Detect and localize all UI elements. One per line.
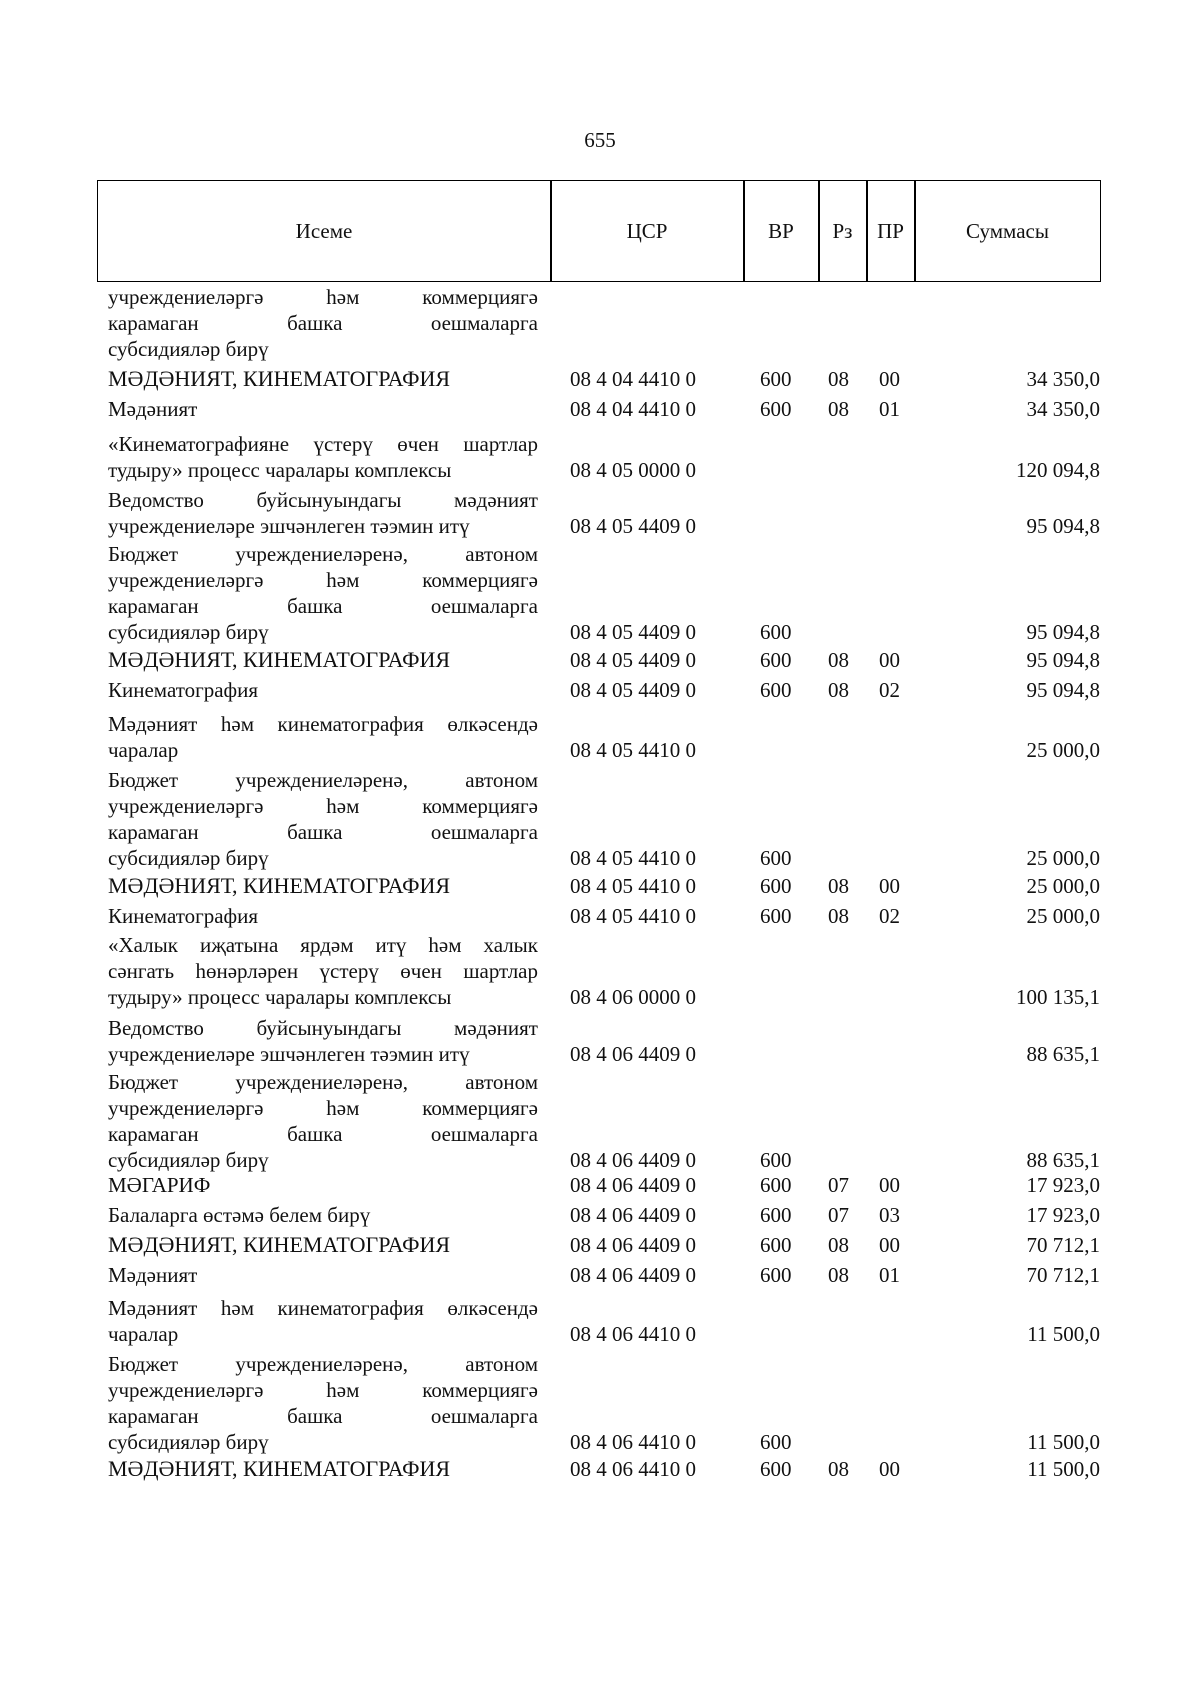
row-vr: 600 [760, 1457, 792, 1481]
row-sum: 100 135,1 [1016, 985, 1100, 1009]
row-sum: 95 094,8 [1026, 648, 1100, 672]
row-csr: 08 4 06 4409 0 [570, 1148, 696, 1172]
row-name-line: Кинематография [108, 904, 259, 928]
row-csr: 08 4 06 4409 0 [570, 1263, 696, 1287]
row-rz: 08 [828, 874, 849, 898]
row-csr: 08 4 05 4410 0 [570, 846, 696, 870]
row-name [108, 431, 538, 483]
row-vr: 600 [760, 648, 792, 672]
row-name [108, 1202, 538, 1228]
row-name-line: учреждениеләргә һәм коммерциягә [108, 568, 538, 592]
row-name-line: Мәдәният һәм кинематография өлкәсендә [108, 712, 538, 736]
table-row [0, 396, 1200, 422]
header-sum: Суммасы [966, 218, 1049, 243]
row-name [108, 711, 538, 763]
row-csr: 08 4 06 0000 0 [570, 985, 696, 1009]
row-name-line: Кинематография [108, 678, 259, 702]
row-vr: 600 [760, 1430, 792, 1454]
row-name-line: учреждениеләргә һәм коммерциягә [108, 1096, 538, 1120]
page-number: 655 [584, 128, 616, 152]
row-name-line: карамаган башка оешмаларга [108, 311, 538, 335]
table-row [0, 873, 1200, 899]
table-row [0, 1262, 1200, 1288]
row-name [108, 873, 538, 899]
row-sum: 95 094,8 [1026, 620, 1100, 644]
row-name-line: чаралар [108, 738, 179, 762]
row-name [108, 932, 538, 1010]
row-name-line: субсидияләр бирү [108, 1430, 269, 1454]
row-sum: 95 094,8 [1026, 678, 1100, 702]
row-csr: 08 4 06 4409 0 [570, 1203, 696, 1227]
table-row [0, 1295, 1200, 1347]
row-pr: 00 [879, 367, 900, 391]
row-vr: 600 [760, 1203, 792, 1227]
row-name-line: МӘДӘНИЯТ, КИНЕМАТОГРАФИЯ [108, 647, 451, 672]
row-rz: 07 [828, 1203, 849, 1227]
row-name-line: карамаган башка оешмаларга [108, 594, 538, 618]
row-csr: 08 4 04 4410 0 [570, 397, 696, 421]
row-vr: 600 [760, 620, 792, 644]
row-name-line: Мәдәният [108, 1263, 198, 1287]
row-sum: 25 000,0 [1026, 738, 1100, 762]
table-row [0, 284, 1200, 362]
row-sum: 70 712,1 [1026, 1233, 1100, 1257]
row-csr: 08 4 06 4409 0 [570, 1042, 696, 1066]
row-name-line: МӘДӘНИЯТ, КИНЕМАТОГРАФИЯ [108, 366, 451, 391]
row-csr: 08 4 05 4409 0 [570, 514, 696, 538]
row-sum: 88 635,1 [1026, 1042, 1100, 1066]
row-vr: 600 [760, 904, 792, 928]
row-name-line: Мәдәният [108, 397, 198, 421]
row-sum: 34 350,0 [1026, 397, 1100, 421]
row-name-line: Бюджет учреждениеләренә, автоном [108, 1352, 538, 1376]
row-name-line: Ведомство буйсынуындагы мәдәният [108, 488, 538, 512]
row-csr: 08 4 05 0000 0 [570, 458, 696, 482]
row-csr: 08 4 05 4410 0 [570, 738, 696, 762]
row-vr: 600 [760, 1233, 792, 1257]
row-pr: 01 [879, 397, 900, 421]
row-name-line: Мәдәният һәм кинематография өлкәсендә [108, 1296, 538, 1320]
row-name-line: учреждениеләре эшчәнлеген тәэмин итү [108, 514, 470, 538]
row-vr: 600 [760, 397, 792, 421]
row-pr: 02 [879, 904, 900, 928]
row-csr: 08 4 06 4410 0 [570, 1457, 696, 1481]
row-rz: 08 [828, 1263, 849, 1287]
table-row [0, 1202, 1200, 1228]
row-sum: 70 712,1 [1026, 1263, 1100, 1287]
row-name-line: учреждениеләргә һәм коммерциягә [108, 285, 538, 309]
row-name-line: «Халык иҗатына ярдәм итү һәм халык [108, 933, 538, 957]
row-csr: 08 4 04 4410 0 [570, 367, 696, 391]
row-vr: 600 [760, 367, 792, 391]
row-name [108, 1172, 538, 1198]
row-name [108, 903, 538, 929]
row-name [108, 1262, 538, 1288]
row-name-line: МӘДӘНИЯТ, КИНЕМАТОГРАФИЯ [108, 873, 451, 898]
table-row [0, 1069, 1200, 1173]
row-name-line: МӘГАРИФ [108, 1173, 211, 1197]
row-sum: 34 350,0 [1026, 367, 1100, 391]
header-name: Исеме [295, 218, 353, 243]
row-name-line: карамаган башка оешмаларга [108, 1404, 538, 1428]
row-name-line: Бюджет учреждениеләренә, автоном [108, 1070, 538, 1094]
row-name [108, 396, 538, 422]
row-name-line: Ведомство буйсынуындагы мәдәният [108, 1016, 538, 1040]
row-name [108, 1232, 538, 1258]
table-row [0, 677, 1200, 703]
header-pr: ПР [877, 218, 904, 243]
row-sum: 17 923,0 [1026, 1173, 1100, 1197]
row-sum: 120 094,8 [1016, 458, 1100, 482]
row-name [108, 366, 538, 392]
row-pr: 02 [879, 678, 900, 702]
table-row [0, 1351, 1200, 1455]
table-row [0, 1232, 1200, 1258]
row-name-line: карамаган башка оешмаларга [108, 820, 538, 844]
table-row [0, 1015, 1200, 1067]
row-sum: 25 000,0 [1026, 846, 1100, 870]
row-rz: 08 [828, 1457, 849, 1481]
row-rz: 08 [828, 678, 849, 702]
row-name-line: субсидияләр бирү [108, 1148, 269, 1172]
row-name-line: Балаларга өстәмә белем бирү [108, 1203, 371, 1227]
row-rz: 08 [828, 367, 849, 391]
row-vr: 600 [760, 846, 792, 870]
row-name-line: учреждениеләргә һәм коммерциягә [108, 1378, 538, 1402]
table-row [0, 487, 1200, 539]
table-row [0, 903, 1200, 929]
row-name [108, 677, 538, 703]
table-row [0, 711, 1200, 763]
row-vr: 600 [760, 1263, 792, 1287]
row-name [108, 284, 538, 362]
header-rz: Рз [832, 218, 853, 243]
row-name-line: МӘДӘНИЯТ, КИНЕМАТОГРАФИЯ [108, 1232, 451, 1257]
row-pr: 03 [879, 1203, 900, 1227]
row-name-line: субсидияләр бирү [108, 620, 269, 644]
row-name [108, 1069, 538, 1173]
row-rz: 07 [828, 1173, 849, 1197]
row-name-line: карамаган башка оешмаларга [108, 1122, 538, 1146]
row-rz: 08 [828, 397, 849, 421]
table-row [0, 366, 1200, 392]
row-name-line: тудыру» процесс чаралары комплексы [108, 985, 452, 1009]
header-vr: ВР [768, 218, 794, 243]
row-csr: 08 4 05 4409 0 [570, 648, 696, 672]
row-name-line: «Кинематографияне үстерү өчен шартлар [108, 432, 538, 456]
row-pr: 00 [879, 648, 900, 672]
row-pr: 00 [879, 1457, 900, 1481]
row-name [108, 1456, 538, 1482]
header-csr: ЦСР [626, 218, 668, 243]
row-name [108, 1351, 538, 1455]
row-sum: 25 000,0 [1026, 874, 1100, 898]
row-sum: 17 923,0 [1026, 1203, 1100, 1227]
row-vr: 600 [760, 1148, 792, 1172]
row-csr: 08 4 05 4409 0 [570, 620, 696, 644]
row-sum: 95 094,8 [1026, 514, 1100, 538]
row-sum: 11 500,0 [1027, 1457, 1100, 1481]
row-pr: 01 [879, 1263, 900, 1287]
row-pr: 00 [879, 1233, 900, 1257]
table-row [0, 431, 1200, 483]
row-sum: 11 500,0 [1027, 1430, 1100, 1454]
row-csr: 08 4 05 4410 0 [570, 904, 696, 928]
row-sum: 88 635,1 [1026, 1148, 1100, 1172]
row-rz: 08 [828, 904, 849, 928]
row-pr: 00 [879, 874, 900, 898]
table-row [0, 647, 1200, 673]
row-name-line: сәнгать һөнәрләрен үстерү өчен шартлар [108, 959, 538, 983]
row-name-line: Бюджет учреждениеләренә, автоном [108, 768, 538, 792]
row-csr: 08 4 06 4410 0 [570, 1430, 696, 1454]
table-header [97, 180, 1101, 282]
table-row [0, 767, 1200, 871]
row-name-line: МӘДӘНИЯТ, КИНЕМАТОГРАФИЯ [108, 1456, 451, 1481]
table-row [0, 541, 1200, 645]
row-name [108, 1295, 538, 1347]
table-row [0, 1172, 1200, 1198]
row-pr: 00 [879, 1173, 900, 1197]
table-row [0, 1456, 1200, 1482]
row-csr: 08 4 05 4410 0 [570, 874, 696, 898]
row-name-line: субсидияләр бирү [108, 337, 269, 361]
row-name-line: тудыру» процесс чаралары комплексы [108, 458, 452, 482]
row-name-line: учреждениеләргә һәм коммерциягә [108, 794, 538, 818]
row-csr: 08 4 06 4409 0 [570, 1173, 696, 1197]
row-name [108, 767, 538, 871]
row-vr: 600 [760, 1173, 792, 1197]
row-sum: 11 500,0 [1027, 1322, 1100, 1346]
row-rz: 08 [828, 1233, 849, 1257]
row-name-line: учреждениеләре эшчәнлеген тәэмин итү [108, 1042, 470, 1066]
row-name-line: субсидияләр бирү [108, 846, 269, 870]
row-vr: 600 [760, 678, 792, 702]
row-csr: 08 4 06 4410 0 [570, 1322, 696, 1346]
table-row [0, 932, 1200, 1010]
row-rz: 08 [828, 648, 849, 672]
row-csr: 08 4 05 4409 0 [570, 678, 696, 702]
row-vr: 600 [760, 874, 792, 898]
row-csr: 08 4 06 4409 0 [570, 1233, 696, 1257]
row-name-line: чаралар [108, 1322, 179, 1346]
row-name [108, 487, 538, 539]
row-name [108, 647, 538, 673]
row-name [108, 541, 538, 645]
row-sum: 25 000,0 [1026, 904, 1100, 928]
row-name-line: Бюджет учреждениеләренә, автоном [108, 542, 538, 566]
row-name [108, 1015, 538, 1067]
